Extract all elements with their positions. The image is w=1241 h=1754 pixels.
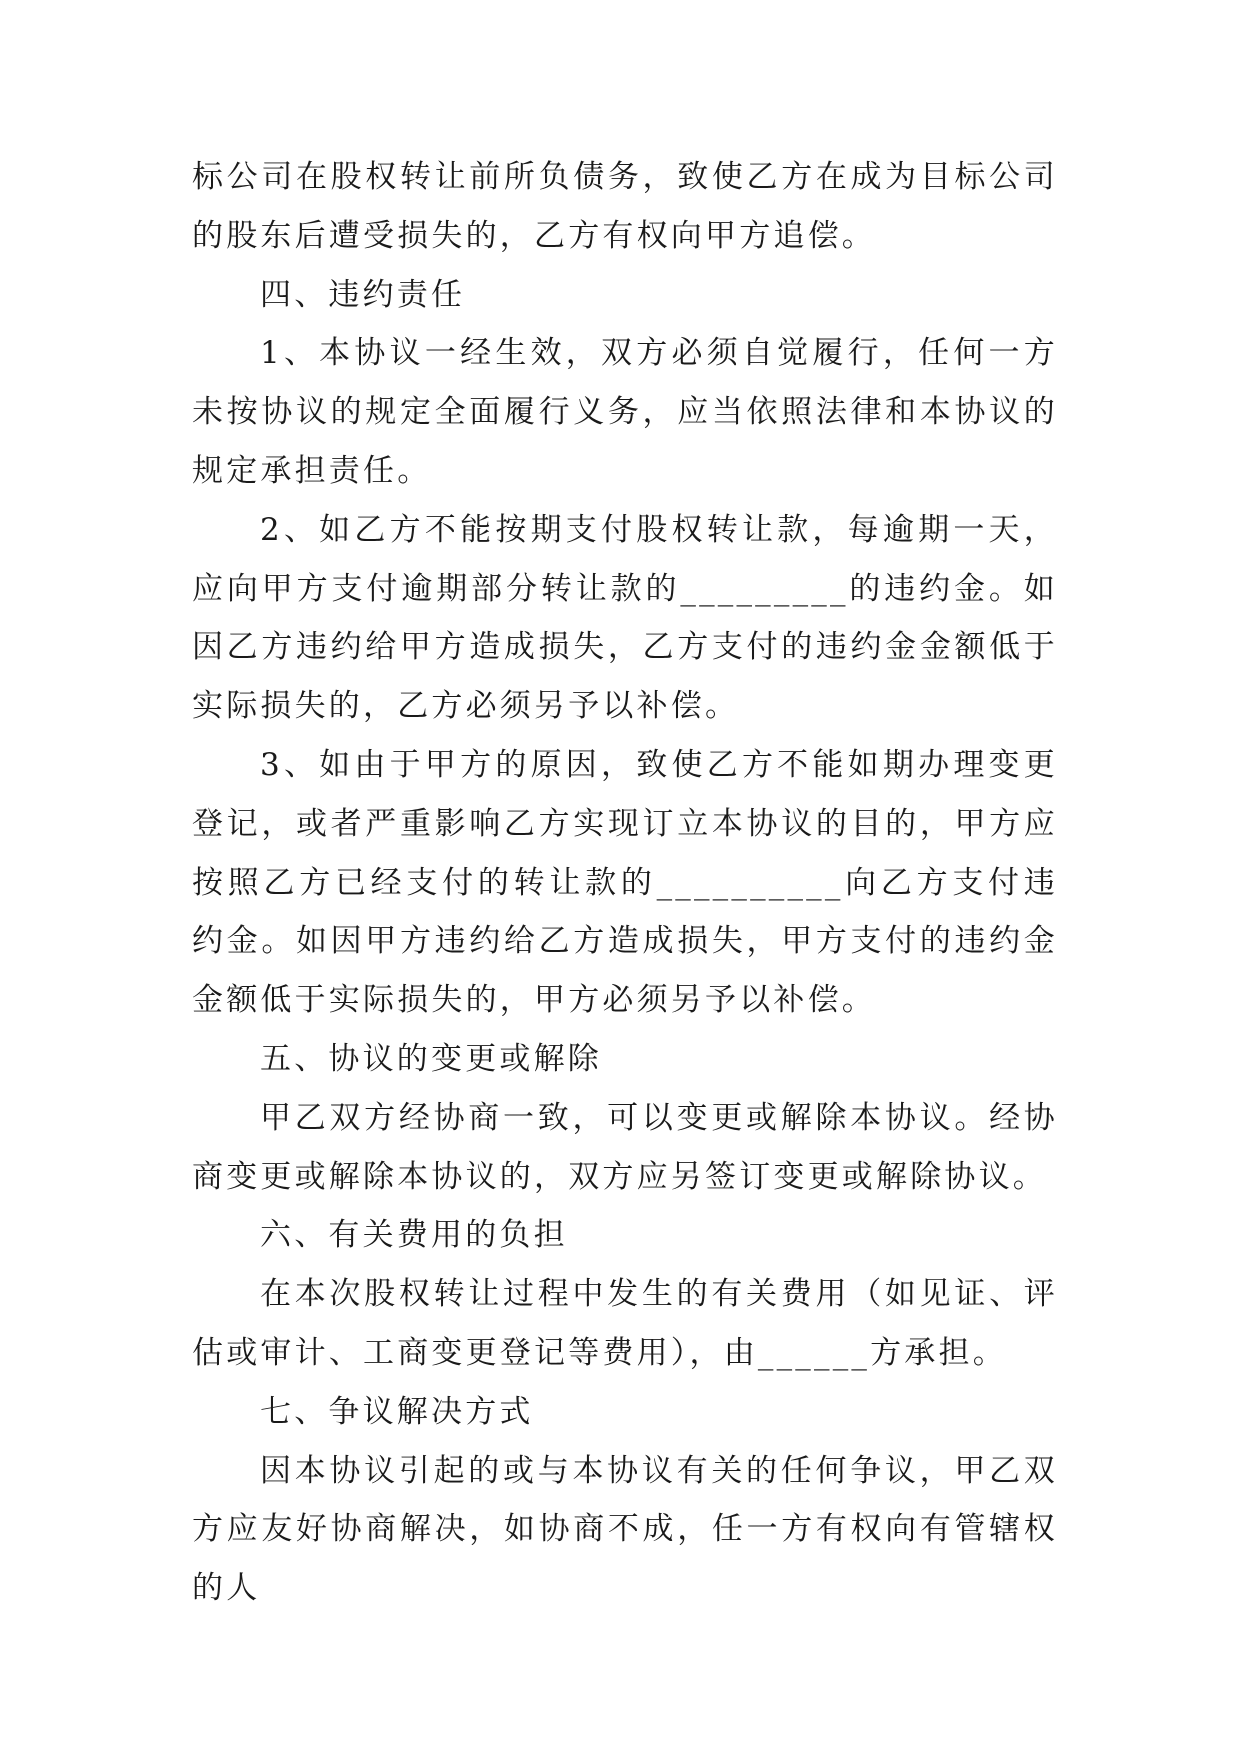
paragraph-breach-clause-3: 3、如由于甲方的原因，致使乙方不能如期办理变更登记，或者严重影响乙方实现订立本协议的目的，甲方应按照乙方已经支付的转让款的__________向乙方支付违约金。如因甲方违约给乙方造成损失，甲方支付的违约金金额低于实际损失的，甲方必须另予以补偿。 (192, 746, 1058, 1019)
document-body (192, 148, 1058, 1618)
heading-breach-liability: 四、违约责任 (260, 276, 466, 313)
heading-amendment-termination: 五、协议的变更或解除 (260, 1040, 602, 1077)
paragraph-debt-liability: 标公司在股权转让前所负债务，致使乙方在成为目标公司的股东后遭受损失的，乙方有权向甲方追偿。 (192, 159, 1058, 254)
paragraph-breach-clause-2: 2、如乙方不能按期支付股权转让款，每逾期一天，应向甲方支付逾期部分转让款的_________的违约金。如因乙方违约给甲方造成损失，乙方支付的违约金金额低于实际损失的，乙方必须另予以补偿。 (192, 511, 1058, 725)
paragraph-expenses: 在本次股权转让过程中发生的有关费用（如见证、评估或审计、工商变更登记等费用），由______方承担。 (192, 1276, 1058, 1371)
heading-dispute-resolution: 七、争议解决方式 (260, 1393, 534, 1430)
heading-expenses: 六、有关费用的负担 (260, 1217, 568, 1254)
paragraph-breach-clause-1: 1、本协议一经生效，双方必须自觉履行，任何一方未按协议的规定全面履行义务，应当依照法律和本协议的规定承担责任。 (192, 335, 1058, 489)
paragraph-amendment-termination: 甲乙双方经协商一致，可以变更或解除本协议。经协商变更或解除本协议的，双方应另签订变更或解除协议。 (192, 1099, 1058, 1195)
paragraph-dispute-resolution: 因本协议引起的或与本协议有关的任何争议，甲乙双方应友好协商解决，如协商不成，任一方有权向有管辖权的人 (192, 1452, 1058, 1607)
